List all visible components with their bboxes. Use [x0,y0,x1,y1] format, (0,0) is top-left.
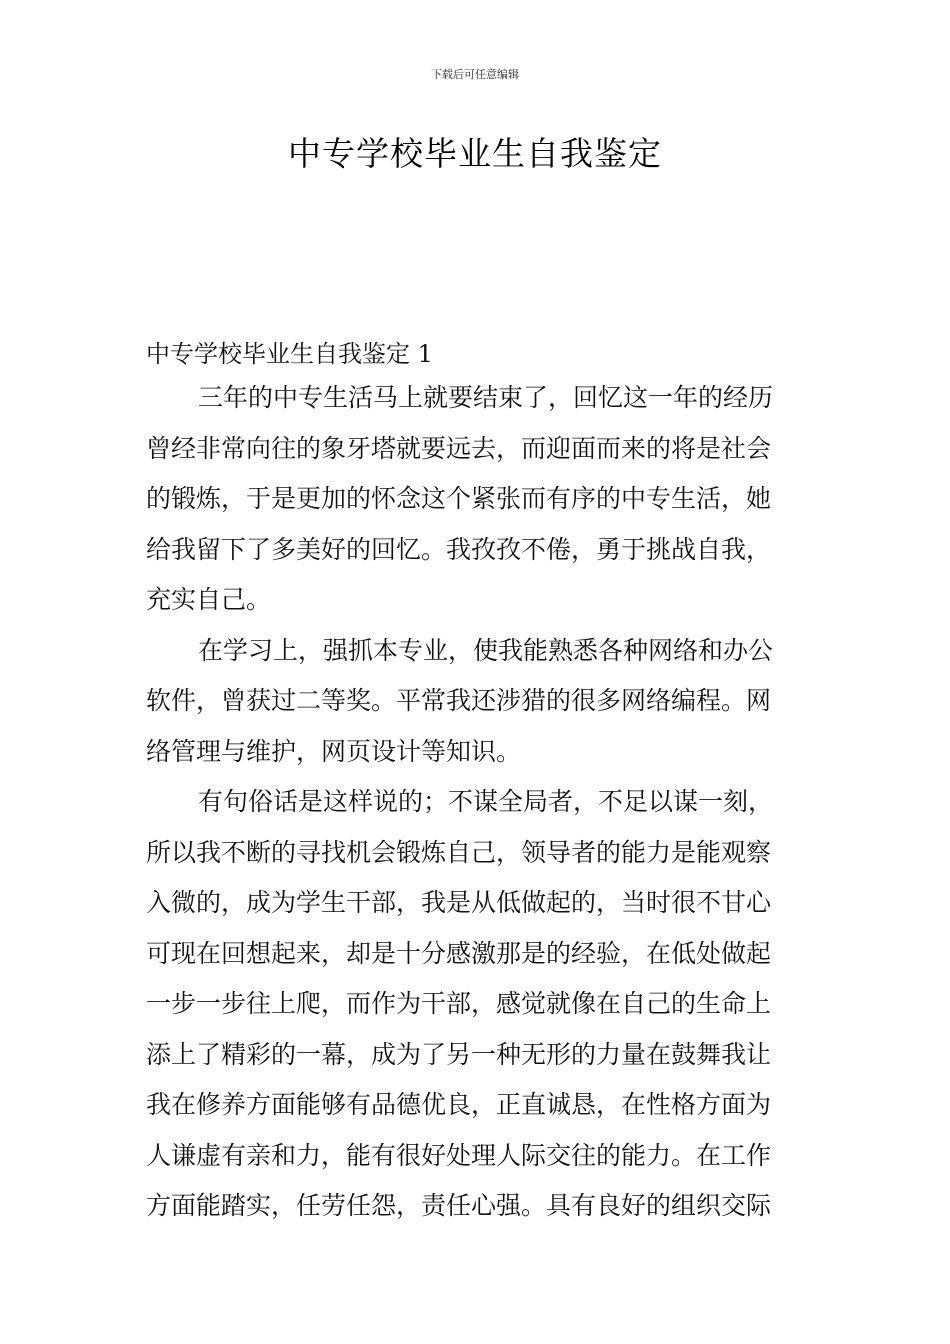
body-line: 人谦虚有亲和力，能有很好处理人际交往的能力。在工作 [146,1140,772,1170]
body-line: 我在修养方面能够有品德优良，正直诚恳，在性格方面为 [146,1090,772,1119]
document-title: 中专学校毕业生自我鉴定 [288,134,662,173]
body-line: 曾经非常向往的象牙塔就要远去，而迎面而来的将是社会 [146,433,772,463]
document-body [146,376,808,1235]
body-line: 在学习上，强抓本专业，使我能熟悉各种网络和办公 [198,635,774,665]
body-line: 三年的中专生活马上就要结束了，回忆这一年的经历 [198,383,774,412]
body-line: 一步一步往上爬，而作为干部，感觉就像在自己的生命上 [146,989,772,1018]
body-line: 的锻炼，于是更加的怀念这个紧张而有序的中专生活，她 [146,484,772,513]
section-heading: 中专学校毕业生自我鉴定 1 [146,340,433,368]
body-line: 可现在回想起来，却是十分感激那是的经验，在低处做起 [146,938,772,968]
header-note: 下载后可任意编辑 [431,68,519,81]
body-line: 软件，曾获过二等奖。平常我还涉猎的很多网络编程。网 [146,686,772,715]
body-line: 添上了精彩的一幕，成为了另一种无形的力量在鼓舞我让 [146,1039,772,1069]
body-line: 充实自己。 [146,585,272,614]
body-line: 入微的，成为学生干部，我是从低做起的，当时很不甘心 [146,888,772,917]
body-line: 有句俗话是这样说的；不谋全局者，不足以谋一刻， [198,787,774,816]
body-line: 给我留下了多美好的回忆。我孜孜不倦，勇于挑战自我， [146,534,772,564]
body-line: 络管理与维护，网页设计等知识。 [146,736,522,766]
body-line: 所以我不断的寻找机会锻炼自己，领导者的能力是能观察 [146,837,772,867]
body-line: 方面能踏实，任劳任怨，责任心强。具有良好的组织交际 [146,1191,772,1220]
